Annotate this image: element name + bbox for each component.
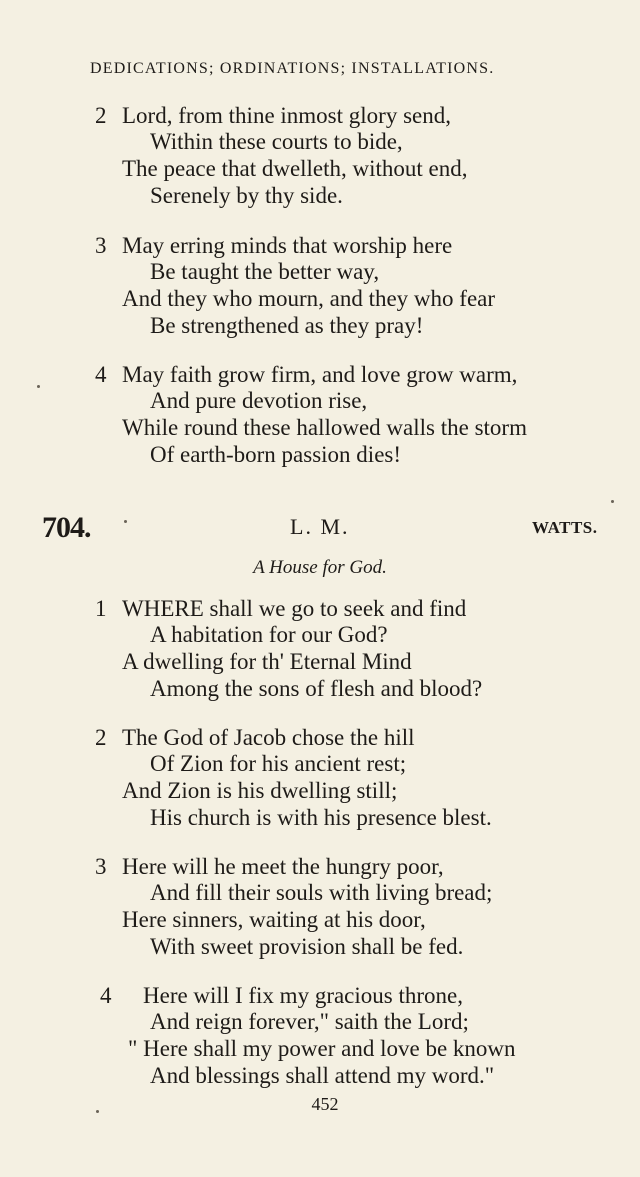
hymn-title: A House for God. bbox=[253, 557, 387, 578]
stanza-number: 4 bbox=[95, 362, 107, 387]
verse-line: A dwelling for th' Eternal Mind bbox=[122, 649, 412, 674]
running-head: DEDICATIONS; ORDINATIONS; INSTALLATIONS. bbox=[90, 60, 495, 77]
verse-line: And reign forever," saith the Lord; bbox=[150, 1009, 469, 1034]
stanza-number: 2 bbox=[95, 725, 107, 750]
stanza-number: 4 bbox=[100, 983, 112, 1008]
page-number: 452 bbox=[311, 1094, 339, 1114]
hymn-author: WATTS. bbox=[532, 518, 598, 537]
verse-line: And fill their souls with living bread; bbox=[150, 880, 493, 905]
verse-line: While round these hallowed walls the storm bbox=[122, 415, 527, 440]
verse-line: Of earth-born passion dies! bbox=[150, 442, 402, 467]
stanza-number: 3 bbox=[95, 233, 107, 258]
verse-line: And blessings shall attend my word." bbox=[150, 1063, 495, 1088]
verse-line: WHERE shall we go to seek and find bbox=[122, 596, 467, 621]
stanza-number: 3 bbox=[95, 854, 107, 879]
verse-line: His church is with his presence blest. bbox=[150, 805, 492, 830]
verse-line: May faith grow firm, and love grow warm, bbox=[122, 362, 518, 387]
paper-speck bbox=[124, 520, 127, 523]
verse-line: Here will I fix my gracious throne, bbox=[143, 983, 463, 1008]
verse-line: And they who mourn, and they who fear bbox=[122, 286, 496, 311]
verse-line: " Here shall my power and love be known bbox=[128, 1036, 516, 1061]
verse-line: Serenely by thy side. bbox=[150, 183, 343, 208]
verse-line: Be strengthened as they pray! bbox=[150, 313, 424, 338]
paper-speck bbox=[37, 385, 40, 388]
verse-line: Among the sons of flesh and blood? bbox=[150, 676, 483, 701]
verse-line: Within these courts to bide, bbox=[150, 129, 403, 154]
verse-line: Of Zion for his ancient rest; bbox=[150, 751, 407, 776]
verse-line: And Zion is his dwelling still; bbox=[122, 778, 398, 803]
hymn-number: 704. bbox=[42, 511, 91, 544]
hymn-meter: L. M. bbox=[290, 514, 350, 539]
verse-line: The peace that dwelleth, without end, bbox=[122, 156, 468, 181]
paper-speck bbox=[96, 1110, 99, 1113]
verse-line: A habitation for our God? bbox=[150, 622, 388, 647]
verse-line: May erring minds that worship here bbox=[122, 233, 453, 258]
paper-speck bbox=[611, 500, 614, 503]
verse-line: Here sinners, waiting at his door, bbox=[122, 907, 426, 932]
stanza-number: 2 bbox=[95, 103, 107, 128]
verse-line: The God of Jacob chose the hill bbox=[122, 725, 415, 750]
verse-line: With sweet provision shall be fed. bbox=[150, 934, 464, 959]
stanza-number: 1 bbox=[95, 596, 107, 621]
verse-line: Here will he meet the hungry poor, bbox=[122, 854, 444, 879]
verse-line: Lord, from thine inmost glory send, bbox=[122, 103, 451, 128]
verse-line: And pure devotion rise, bbox=[150, 388, 368, 413]
verse-line: Be taught the better way, bbox=[150, 259, 380, 284]
